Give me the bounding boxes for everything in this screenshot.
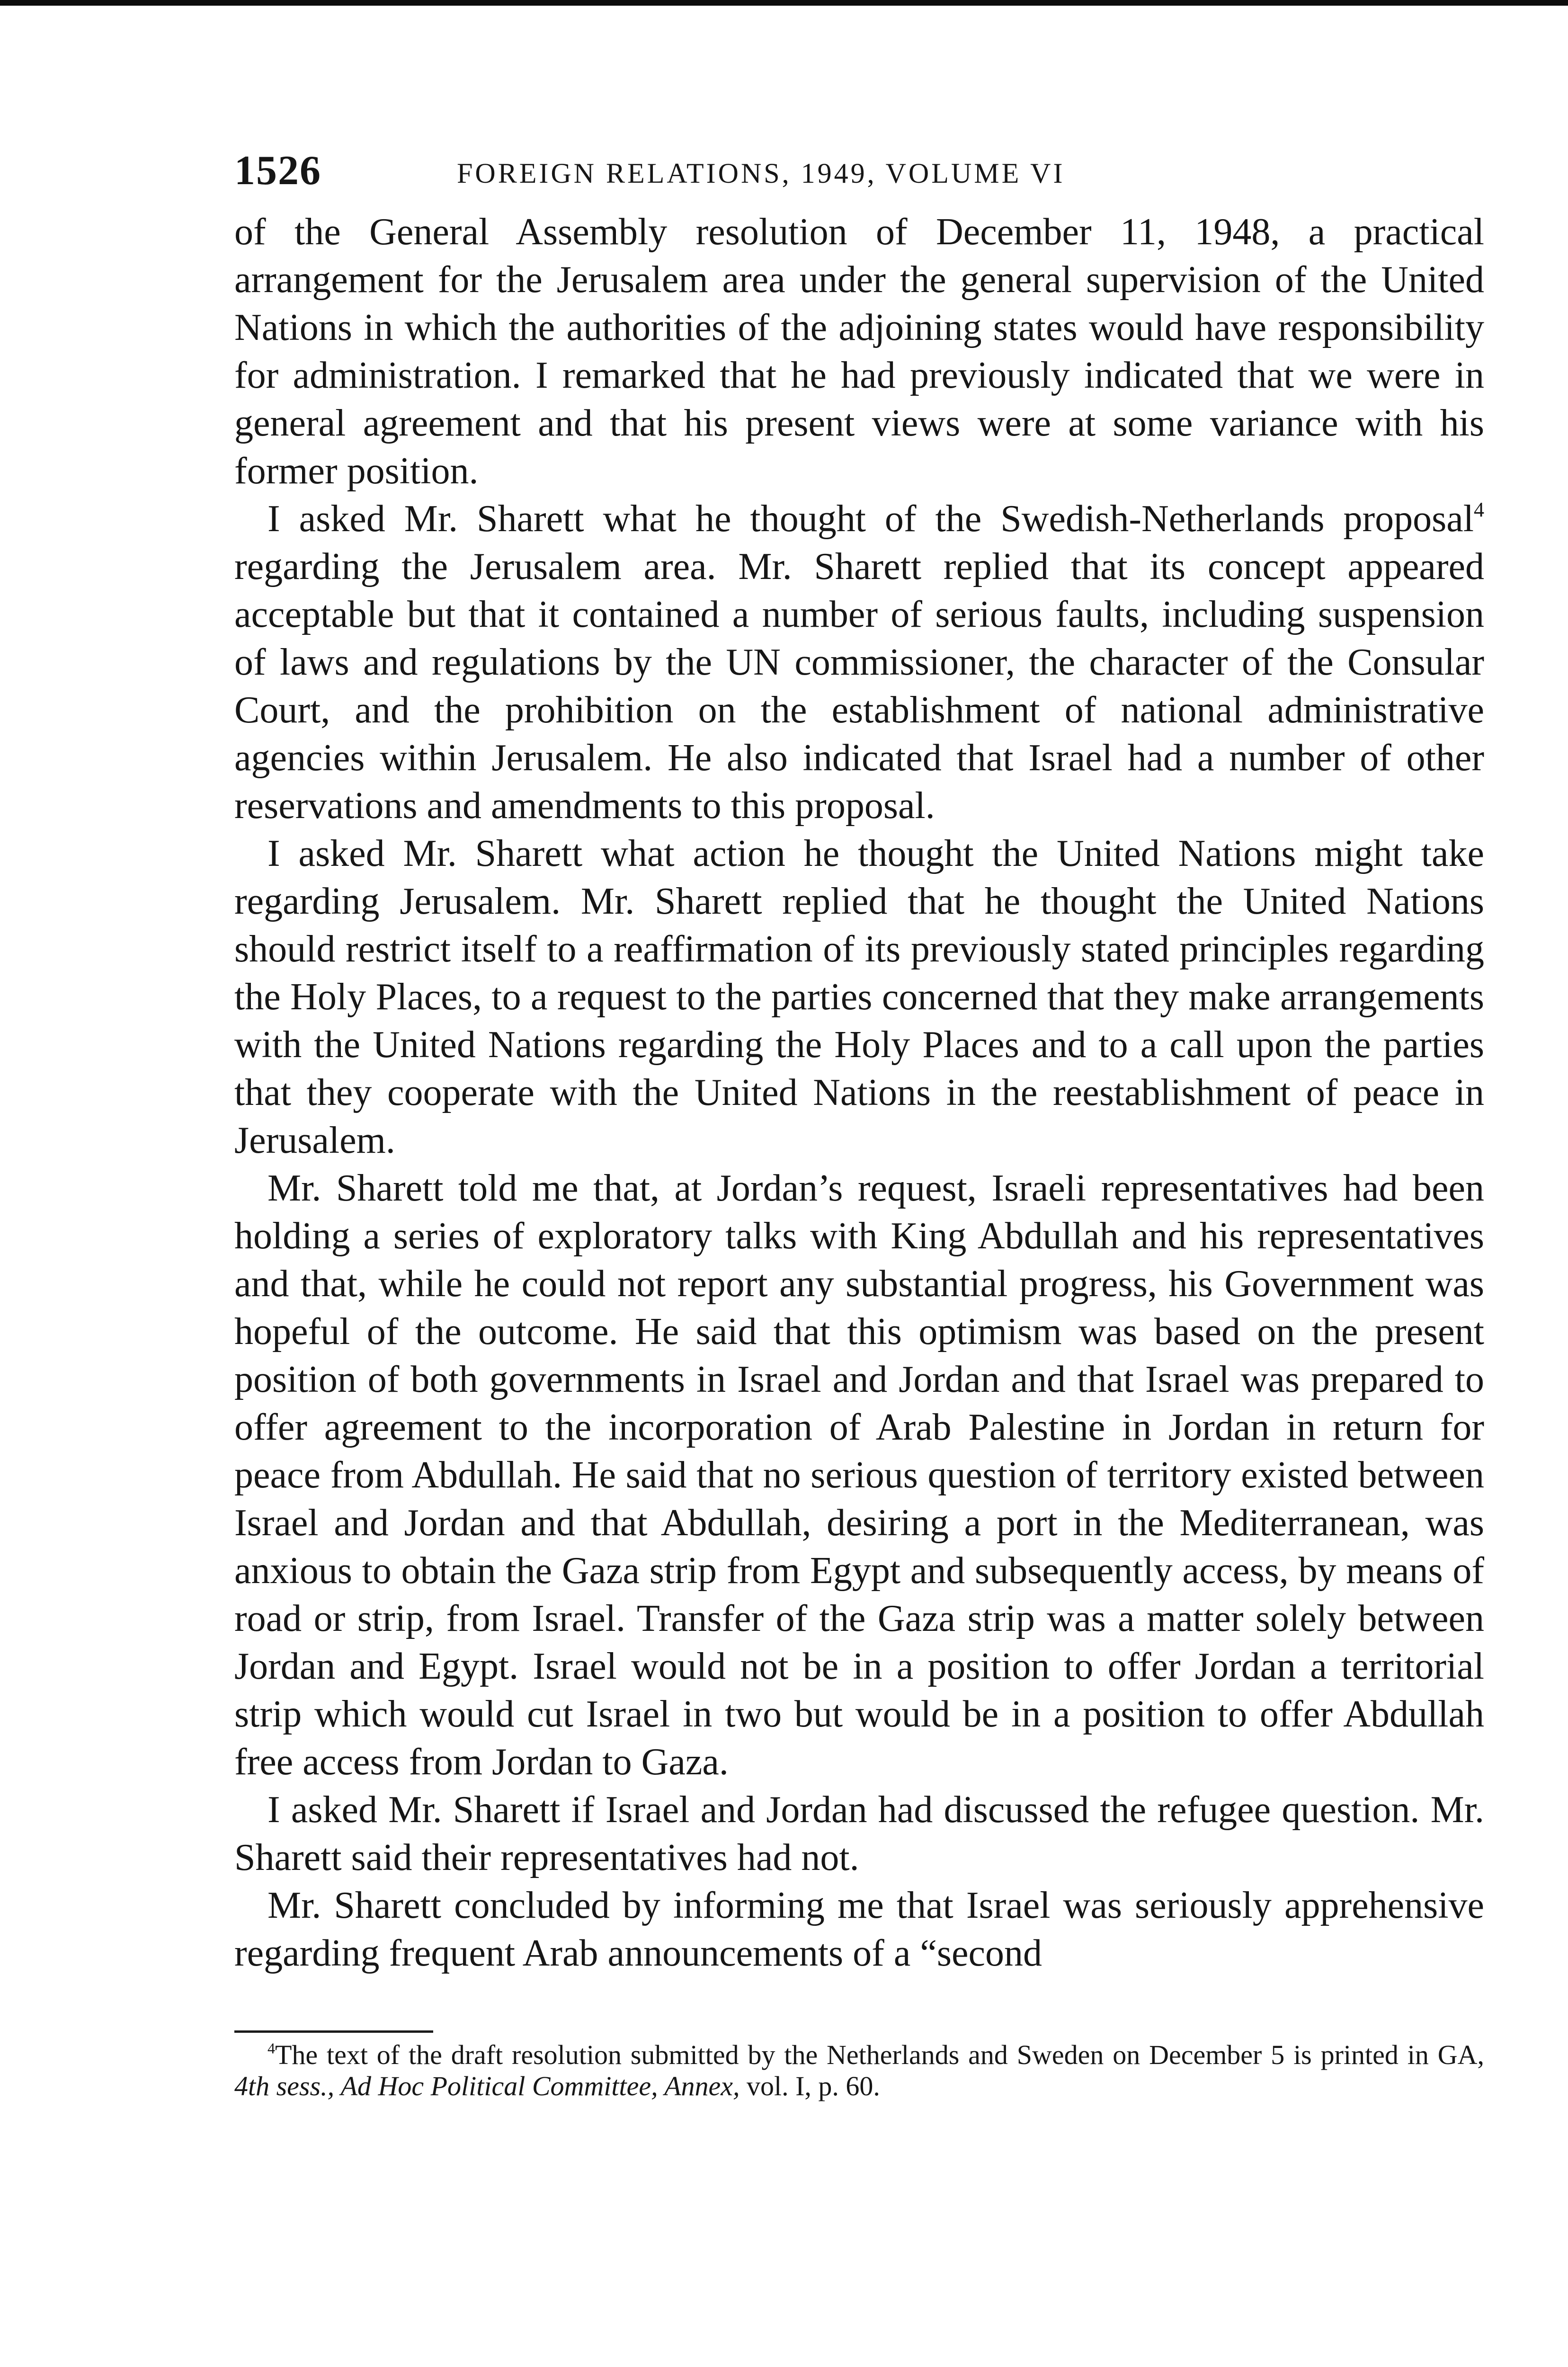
footnote-citation: 4th sess., Ad Hoc Political Committee, Annex, [234,2071,740,2101]
paragraph-2-text-start: I asked Mr. Sharett what he thought of the Swedish-Netherlands proposal [267,498,1474,540]
page-number: 1526 [234,148,321,194]
paragraph-1-text: of the General Assembly resolution of December 11, 1948, a practical arrangement for the Jerusalem area under the general supervision of the United Nations in which the authorities of the adjoining states would have responsibility for administration. I remarked that he had previously indicated that we were in general agreement and that his present views were at some variance with his former position. [234,211,1484,492]
paragraph-3-text: I asked Mr. Sharett what action he thought the United Nations might take regarding Jerusalem. Mr. Sharett replied that he thought the United Nations should restrict itself to a reaffirmation of its previously stated principles regarding the Holy Places, to a request to the parties concerned that they make arrangements with the United Nations regarding the Holy Places and to a call upon the parties that they cooperate with the United Nations in the reestablishment of peace in Jerusalem. [234,833,1484,1161]
paragraph-6-text: Mr. Sharett concluded by informing me that Israel was seriously apprehensive regarding frequent Arab announcements of a “second [234,1885,1484,1974]
paragraph-3 [234,830,1484,1165]
footnote-divider [234,2030,433,2033]
paragraph-4 [234,1165,1484,1786]
body-text [234,208,1484,1977]
footnote-text-end: vol. I, p. 60. [739,2071,880,2101]
paragraph-5-text: I asked Mr. Sharett if Israel and Jordan had discussed the refugee question. Mr. Sharett said their representatives had not. [234,1789,1484,1878]
running-head [234,137,1484,208]
footnote-text-start: The text of the draft resolution submitted by the Netherlands and Sweden on December 5 is printed in GA, [275,2039,1484,2070]
paragraph-1 [234,208,1484,495]
footnote-marker: 4 [267,2040,275,2057]
paragraph-2 [234,495,1484,830]
paragraph-2-text-end: regarding the Jerusalem area. Mr. Sharett replied that its concept appeared acceptable but that it contained a number of serious faults, including suspension of laws and regulations by the UN commissioner, the character of the Consular Court, and the prohibition on the establishment of national administrative agencies within Jerusalem. He also indicated that Israel had a number of other reservations and amendments to this proposal. [234,546,1484,827]
paragraph-4-text: Mr. Sharett told me that, at Jordan’s request, Israeli representatives had been holding a series of exploratory talks with King Abdullah and his representatives and that, while he could not report any substantial progress, his Government was hopeful of the outcome. He said that this optimism was based on the present position of both governments in Israel and Jordan and that Israel was prepared to offer agreement to the incorporation of Arab Palestine in Jordan in return for peace from Abdullah. He said that no serious question of territory existed between Israel and Jordan and that Abdullah, desiring a port in the Mediterranean, was anxious to obtain the Gaza strip from Egypt and subsequently access, by means of road or strip, from Israel. Transfer of the Gaza strip was a matter solely between Jordan and Egypt. Israel would not be in a position to offer Jordan a territorial strip which would cut Israel in two but would be in a position to offer Abdullah free access from Jordan to Gaza. [234,1167,1484,1783]
page-top-edge [0,0,1568,6]
paragraph-6 [234,1882,1484,1977]
footnote-reference: 4 [1474,498,1484,522]
running-head-title: FOREIGN RELATIONS, 1949, VOLUME VI [457,158,1065,189]
paragraph-5 [234,1786,1484,1882]
document-page [234,137,1484,2102]
footnote [234,2039,1484,2102]
